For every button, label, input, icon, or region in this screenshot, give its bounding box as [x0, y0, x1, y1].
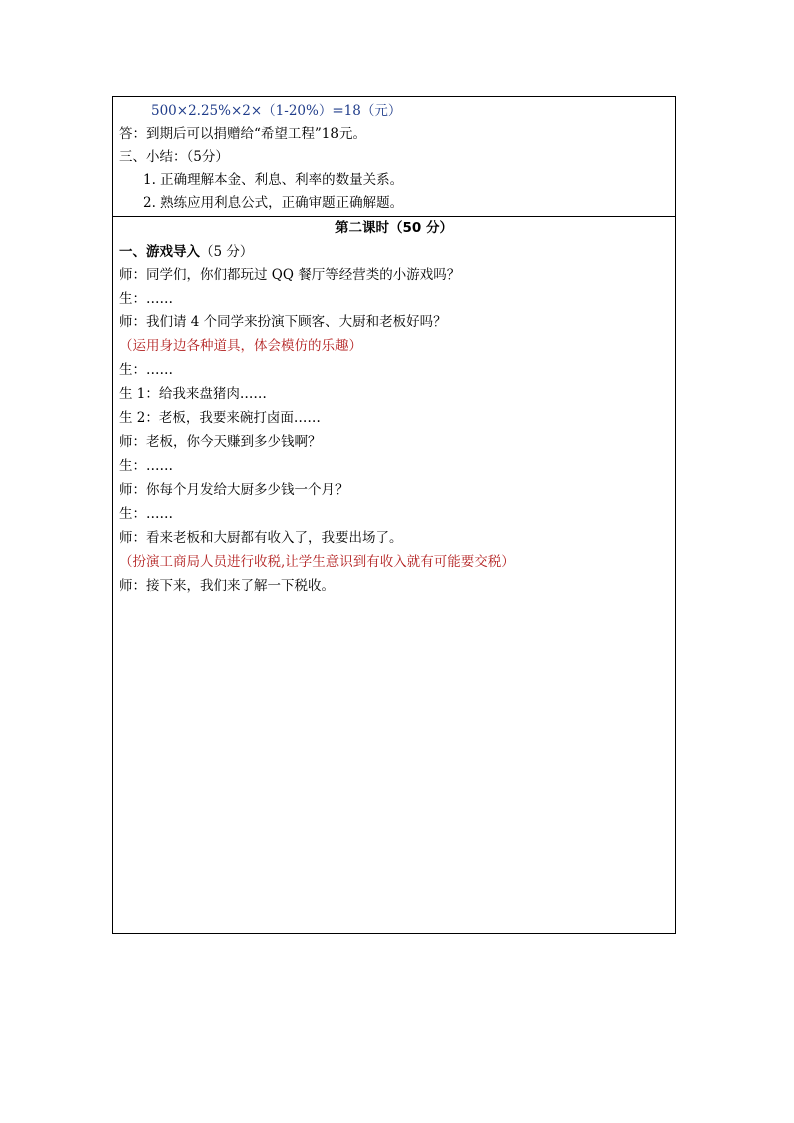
section-heading-text: 一、游戏导入 [119, 244, 200, 260]
section-heading [119, 243, 253, 261]
dialogue-line: 生：…… [119, 291, 173, 307]
dialogue-line: 师：同学们，你们都玩过 QQ 餐厅等经营类的小游戏吗？ [119, 267, 461, 283]
stage-note: （扮演工商局人员进行收税,让学生意识到有收入就有可能要交税） [119, 554, 515, 570]
summary-item-2: 2. 熟练应用利息公式，正确审题正确解题。 [143, 195, 404, 211]
answer-line: 答：到期后可以捐赠给“希望工程”18元。 [119, 126, 366, 142]
summary-heading: 三、小结：（5分） [119, 149, 229, 165]
dialogue-line: 师：老板，你今天赚到多少钱啊？ [119, 434, 322, 450]
row-divider [113, 216, 675, 217]
dialogue-line: 师：你每个月发给大厨多少钱一个月？ [119, 482, 349, 498]
dialogue-line: 师：我们请 4 个同学来扮演下顾客、大厨和老板好吗？ [119, 314, 447, 330]
lesson-title: 第二课时（50 分） [335, 220, 453, 236]
stage-note: （运用身边各种道具，体会模仿的乐趣） [119, 338, 362, 354]
dialogue-line: 生：…… [119, 362, 173, 378]
summary-item-1: 1. 正确理解本金、利息、利率的数量关系。 [143, 172, 404, 188]
calculation-line: 500×2.25%×2×（1-20%）=18（元） [151, 103, 402, 119]
dialogue-line: 师：接下来，我们来了解一下税收。 [119, 578, 335, 594]
dialogue-line: 师：看来老板和大厨都有收入了，我要出场了。 [119, 530, 403, 546]
dialogue-line: 生 2：老板，我要来碗打卤面…… [119, 410, 321, 426]
dialogue-line: 生：…… [119, 458, 173, 474]
dialogue-line: 生 1：给我来盘猪肉…… [119, 386, 267, 402]
section-heading-points: （5 分） [200, 244, 254, 260]
lesson-plan-table [112, 96, 676, 934]
dialogue-line: 生：…… [119, 506, 173, 522]
